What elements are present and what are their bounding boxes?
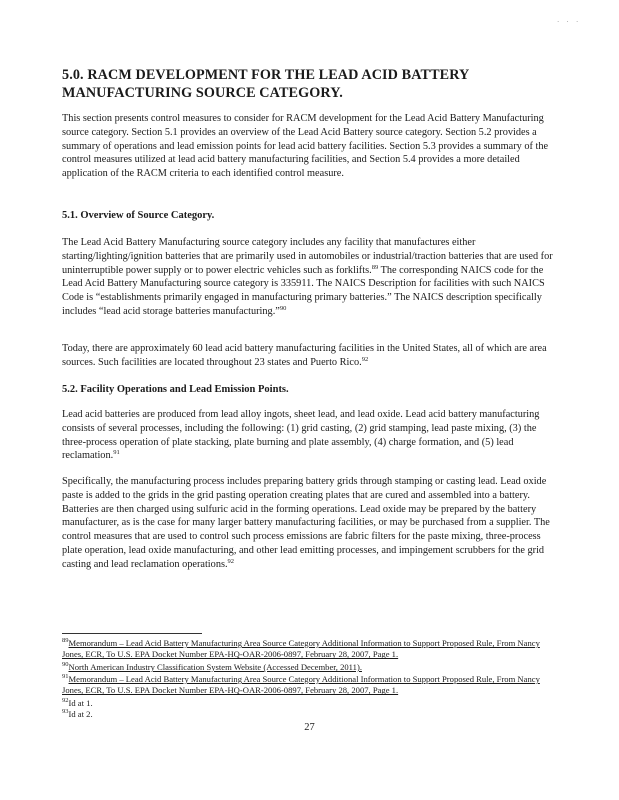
footnote-ref[interactable]: 92 <box>227 557 235 565</box>
section-5-2-paragraph-2 <box>62 475 562 572</box>
section-5-2-paragraph-1 <box>62 408 562 463</box>
footnote-number: 89 <box>62 637 69 644</box>
footnote-93 <box>62 709 562 720</box>
footnote-ref[interactable]: 89 <box>371 263 379 271</box>
section-5-1-paragraph-1 <box>62 236 562 319</box>
footnote-89-text: Memorandum – Lead Acid Battery Manufacturing Area Source Category Additional Information to Support Proposed Rule, From Nancy Jones, ECR, To U.S. EPA Docket Number EPA-HQ-OAR-2006-0897, February 28, 2007, Page 1. <box>62 638 540 660</box>
footnote-number: 92 <box>62 697 69 704</box>
footnote-divider <box>62 633 202 634</box>
footnote-ref[interactable]: 92 <box>361 355 369 363</box>
s1p2-text: Today, there are approximately 60 lead acid battery manufacturing facilities in the United States, all of which are area sources. Such facilities are located throughout 23 states and Puerto Rico. <box>62 343 547 368</box>
page-number: 27 <box>304 722 315 733</box>
footnote-ref[interactable]: 90 <box>279 304 287 312</box>
footnote-number: 90 <box>62 661 69 668</box>
section-title <box>62 66 562 102</box>
section-5-1-paragraph-2 <box>62 342 562 370</box>
section-5-2-heading: 5.2. Facility Operations and Lead Emission Points. <box>62 384 289 395</box>
s2p2-text: Specifically, the manufacturing process includes preparing battery grids through stamping or casting lead. Lead oxide paste is added to the grids in the grid pasting operation creating plates that are cured and assembled into a battery. Batteries are then charged using sulfuric acid in the forming operations. Lead oxide may be prepared by the battery manufacturer, as is the case for many larger battery manufacturing facilities, or may be purchased from a supplier. The control measures that are used to control such process emissions are fabric filters for the paste mixing, three-process plate operation, lead oxide manufacturing, and other lead emitting processes, and impingement scrubbers for the grid casting and lead reclamation operations. <box>62 476 550 570</box>
footnote-92-text: Id at 1. <box>68 698 93 708</box>
footnote-89 <box>62 638 562 661</box>
footnote-ref[interactable]: 91 <box>113 449 120 457</box>
s1p1-text-a: The Lead Acid Battery Manufacturing source category includes any facility that manufactures either starting/lighting/ignition batteries that are primarily used in automobiles or industrial/traction batteries that are used for uninterruptible power supply or to power electric vehicles such as forklifts. <box>62 237 553 276</box>
footnote-90-text: North American Industry Classification System Website (Accessed December, 2011). <box>68 662 362 672</box>
title-line-2: MANUFACTURING SOURCE CATEGORY. <box>62 85 343 101</box>
title-line-1: 5.0. RACM DEVELOPMENT FOR THE LEAD ACID BATTERY <box>62 67 470 83</box>
section-5-1-heading: 5.1. Overview of Source Category. <box>62 210 215 221</box>
footnote-number: 91 <box>62 673 69 680</box>
corner-mark: . . . <box>557 16 581 24</box>
footnote-92 <box>62 698 562 709</box>
footnote-93-text: Id at 2. <box>68 709 93 719</box>
s1p1-text-b: The corresponding NAICS code for the Lead Acid Battery Manufacturing source category is 335911. The NAICS Description for facilities with such NAICS Code is “establishments primarily engaged in manufacturing primary batteries.” The NAICS description specifically includes “lead acid storage batteries manufacturing.” <box>62 264 545 317</box>
s2p1-text: Lead acid batteries are produced from lead alloy ingots, sheet lead, and lead oxide. Lead acid battery manufacturing consists of several processes, including the following: (1) grid casting, (2) grid stamping, lead paste mixing, (3) the three-process operation of plate stacking, plate burning and plate assembly, (4) charge formation, and (5) lead reclamation. <box>62 409 540 462</box>
footnote-91 <box>62 674 562 697</box>
intro-paragraph: This section presents control measures to consider for RACM development for the Lead Acid Battery Manufacturing source category. Section 5.1 provides an overview of the Lead Acid Battery source category. Section 5.2 provides a summary of operations and lead emission points for lead acid battery facilities. Section 5.3 provides a summary of the control measures utilized at lead acid battery manufacturing facilities, and Section 5.4 provides a more detailed application of the RACM criteria to each identified control measure. <box>62 113 549 180</box>
footnote-91-text: Memorandum – Lead Acid Battery Manufacturing Area Source Category Additional Information to Support Proposed Rule, From Nancy Jones, ECR, To U.S. EPA Docket Number EPA-HQ-OAR-2006-0897, February 28, 2007, Page 1. <box>62 674 540 696</box>
footnote-90 <box>62 662 562 673</box>
footnote-number: 93 <box>62 708 69 715</box>
